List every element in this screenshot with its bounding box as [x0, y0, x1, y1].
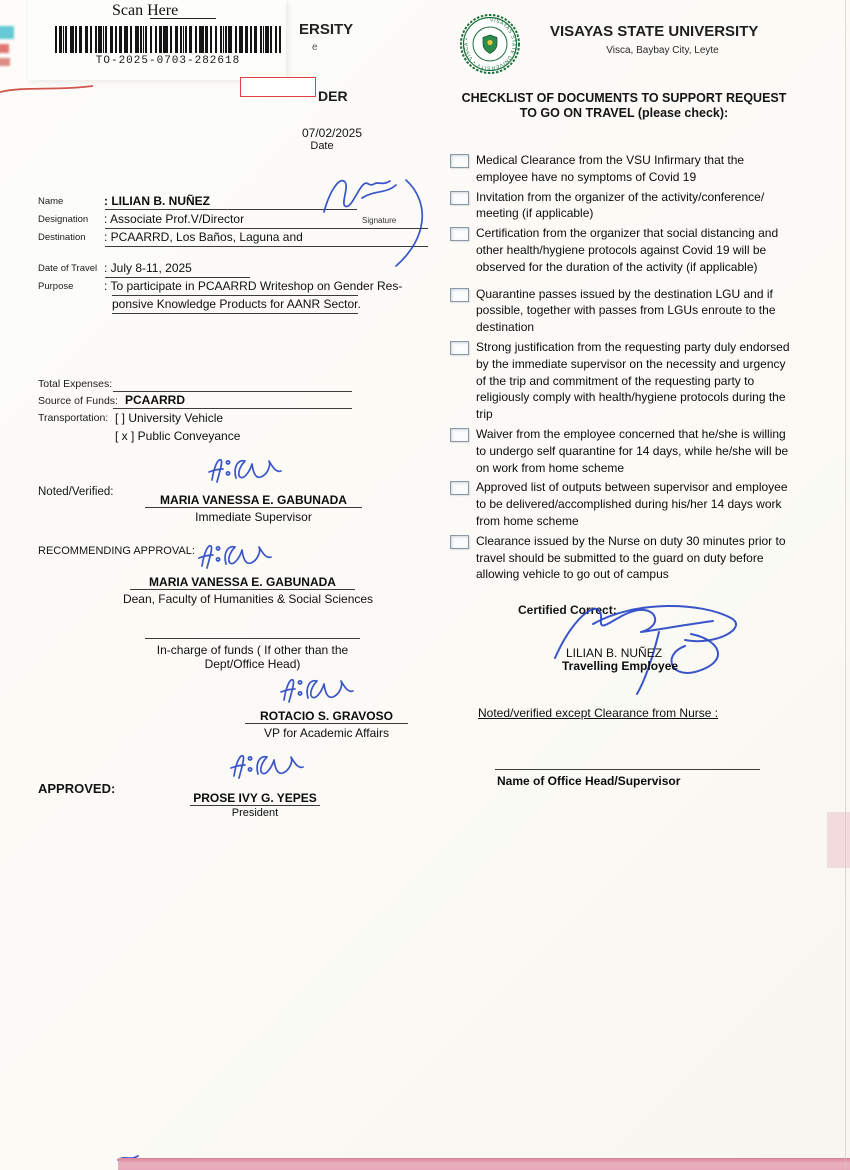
checkbox-icon [450, 154, 469, 168]
name-value: : LILIAN B. NUÑEZ [104, 194, 210, 208]
checkbox-icon [450, 341, 469, 355]
barcode-number: TO-2025-0703-282618 [95, 55, 241, 67]
rule-line [190, 805, 320, 806]
university-name: VISAYAS STATE UNIVERSITY [550, 23, 759, 40]
scan-here-label: Scan Here [112, 2, 179, 19]
checklist-item-text: Quarantine passes issued by the destination LGU and if possible, together with passes from LGUs enroute to the destination [476, 286, 776, 335]
scan-here-underline [150, 18, 216, 19]
checklist-item-text: Certification from the organizer that social distancing and other health/hygiene protocols against Covid 19 will be observed for the duration of the activity (if applicable) [476, 226, 779, 274]
rule-line [113, 391, 352, 392]
rule-line [130, 589, 355, 590]
checklist [450, 152, 796, 586]
signature-president [222, 748, 306, 790]
employee-name: LILIAN B. NUÑEZ [566, 646, 663, 660]
svg-text:VISAYAS STATE UNIVERSITY • VIS: VISAYAS STATE UNIVERSITY • VISCA • [463, 17, 517, 71]
checklist-item-waiver [450, 426, 796, 476]
signature-employee-name-field [318, 170, 400, 222]
rule-line [105, 246, 428, 247]
checklist-item-approved-outputs [450, 479, 796, 529]
correction-sticker [240, 77, 316, 97]
scan-artifact-cyan [0, 26, 14, 39]
dean-title: Dean, Faculty of Humanities & Social Sciences [122, 592, 374, 606]
incharge-caption-line1: In-charge of funds ( If other than the [156, 643, 349, 657]
name-label: Name [38, 196, 64, 207]
rule-line [112, 295, 358, 296]
vp-title: VP for Academic Affairs [264, 726, 389, 740]
university-address: Visca, Baybay City, Leyte [606, 45, 719, 56]
checkbox-icon [450, 428, 469, 442]
employee-title: Travelling Employee [562, 659, 679, 673]
purpose-line1: : To participate in PCAARRD Writeshop on Gender Res- [104, 279, 402, 293]
checklist-item-quarantine-passes [450, 286, 796, 336]
travel-order-title-fragment: DER [318, 88, 348, 104]
checkbox-icon [450, 481, 469, 495]
rule-line [105, 228, 428, 229]
checklist-item-text: Approved list of outputs between supervisor and employee to be delivered/accomplished during his/her 14 days work from home scheme [476, 480, 788, 528]
travel-date-label: Date of Travel [38, 263, 98, 274]
scan-artifact-red [0, 44, 9, 53]
rule-line [105, 277, 250, 278]
checklist-item-text: Waiver from the employee concerned that he/she is willing to undergo self quarantine for 14 days, while he/she will be on work from home scheme [476, 426, 789, 475]
office-head-label: Name of Office Head/Supervisor [497, 774, 681, 788]
checklist-item-text: Clearance issued by the Nurse on duty 30 minutes prior to travel should be submitted to the guard on duty before allowing vehicle to go out of campus [476, 533, 786, 582]
checklist-item-text: Invitation from the organizer of the activity/conference/ meeting (if applicable) [476, 189, 765, 221]
barcode [55, 26, 281, 53]
purpose-label: Purpose [38, 281, 74, 292]
president-title: President [231, 807, 279, 819]
bottom-pink-strip [118, 1158, 850, 1170]
destination-label: Destination [38, 232, 86, 243]
signature-supervisor [200, 452, 284, 494]
noted-except-nurse-text: Noted/verified except Clearance from Nurse : [478, 706, 719, 720]
rule-line [113, 408, 352, 409]
date-caption: Date [310, 140, 334, 152]
designation-value: : Associate Prof.V/Director [104, 212, 244, 226]
supervisor-name: MARIA VANESSA E. GABUNADA [160, 493, 347, 507]
noted-verified-label: Noted/Verified: [38, 486, 114, 498]
address-fragment: e [312, 42, 318, 53]
vp-name: ROTACIO S. GRAVOSO [260, 709, 393, 723]
checklist-item-text: Strong justification from the requesting party duly endorsed by the immediate supervisor on the necessity and urgency of the trip and commitment of the requesting party to religiously comply with health/hygiene protocols during the trip [476, 339, 790, 422]
checklist-item-certification [450, 225, 796, 275]
signature-vp [272, 672, 356, 714]
university-seal [459, 13, 521, 75]
source-of-funds-value: PCAARRD [125, 393, 185, 407]
president-name: PROSE IVY G. YEPES [193, 791, 317, 805]
checkbox-icon [450, 288, 469, 302]
checklist-title-line2: TO GO ON TRAVEL (please check): [519, 106, 729, 120]
rule-line [145, 638, 360, 639]
signature-flourish-curve [390, 176, 436, 272]
designation-label: Designation [38, 214, 89, 225]
checklist-item-text: Medical Clearance from the VSU Infirmary that the employee have no symptoms of Covid 19 [476, 153, 745, 184]
right-page-edge-line [845, 0, 846, 1170]
checklist-item-nurse-clearance [450, 533, 796, 583]
rule-line [245, 723, 408, 724]
checklist-item-medical-clearance [450, 152, 796, 186]
office-head-signature-line [495, 769, 760, 770]
rule-line [112, 313, 358, 314]
date-value: 07/02/2025 [301, 126, 363, 140]
approved-label: APPROVED: [38, 781, 116, 796]
checkbox-icon [450, 227, 469, 241]
dean-name: MARIA VANESSA E. GABUNADA [149, 575, 336, 589]
checklist-title-line1: CHECKLIST OF DOCUMENTS TO SUPPORT REQUEST [461, 91, 787, 105]
purpose-line2: ponsive Knowledge Products for AANR Sector. [112, 297, 361, 311]
red-pen-mark [0, 82, 96, 96]
signature-caption: Signature [362, 216, 397, 225]
certified-correct-label: Certified Correct: [518, 603, 617, 617]
incharge-caption-line2: Dept/Office Head) [204, 657, 301, 671]
rule-line [145, 507, 362, 508]
checkbox-icon [450, 535, 469, 549]
source-of-funds-label: Source of Funds: [38, 395, 118, 407]
transport-option-university-vehicle: [ ] University Vehicle [115, 411, 224, 425]
checklist-item-invitation [450, 189, 796, 223]
supervisor-title: Immediate Supervisor [195, 510, 312, 524]
signature-dean [190, 538, 274, 580]
transport-option-public-conveyance: [ x ] Public Conveyance [115, 429, 241, 443]
checklist-item-justification [450, 339, 796, 423]
scan-sticker [28, 0, 286, 80]
right-edge-pink-tab [827, 812, 850, 868]
scan-artifact-red2 [0, 58, 10, 66]
university-name-fragment: ERSITY [299, 21, 354, 38]
checkbox-icon [450, 191, 469, 205]
recommending-approval-label: RECOMMENDING APPROVAL: [38, 545, 195, 557]
transportation-label: Transportation: [38, 412, 109, 424]
total-expenses-label: Total Expenses: [38, 378, 113, 390]
travel-date-value: : July 8-11, 2025 [104, 261, 192, 275]
destination-value: : PCAARRD, Los Baños, Laguna and [104, 230, 303, 244]
